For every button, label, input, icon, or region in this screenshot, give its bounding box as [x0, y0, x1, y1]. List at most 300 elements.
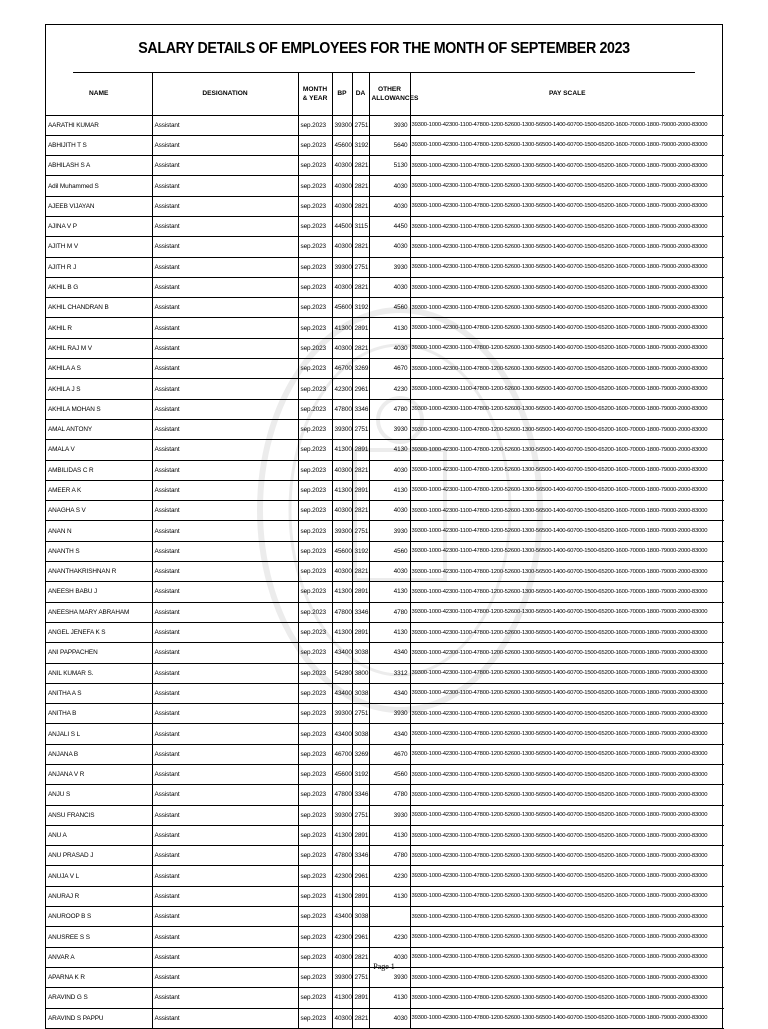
cell-pay-scale: 39300-1000-42300-1100-47800-1200-52600-1300-56500-1400-60700-1500-65200-1600-70000-1800-79000-2000-83000	[410, 805, 724, 825]
cell-other-allowances: 4130	[369, 582, 410, 602]
table-row	[46, 156, 724, 176]
cell-da: 2751	[352, 257, 369, 277]
cell-name: AJINA V P	[46, 216, 152, 236]
cell-da: 3192	[352, 541, 369, 561]
cell-da: 3038	[352, 683, 369, 703]
cell-name: ANURAJ R	[46, 886, 152, 906]
cell-month-year: sep.2023	[298, 825, 332, 845]
cell-pay-scale: 39300-1000-42300-1100-47800-1200-52600-1300-56500-1400-60700-1500-65200-1600-70000-1800-79000-2000-83000	[410, 704, 724, 724]
cell-other-allowances: 3930	[369, 967, 410, 987]
cell-other-allowances: 4030	[369, 501, 410, 521]
table-row	[46, 663, 724, 683]
cell-designation: Assistant	[152, 988, 298, 1008]
cell-name: ANAGHA S V	[46, 501, 152, 521]
cell-da: 2751	[352, 805, 369, 825]
table-row	[46, 683, 724, 703]
cell-month-year: sep.2023	[298, 562, 332, 582]
cell-pay-scale: 39300-1000-42300-1100-47800-1200-52600-1300-56500-1400-60700-1500-65200-1600-70000-1800-79000-2000-83000	[410, 988, 724, 1008]
cell-designation: Assistant	[152, 521, 298, 541]
cell-designation: Assistant	[152, 298, 298, 318]
cell-designation: Assistant	[152, 359, 298, 379]
cell-other-allowances: 4030	[369, 277, 410, 297]
cell-month-year: sep.2023	[298, 785, 332, 805]
cell-bp: 42300	[332, 866, 352, 886]
cell-bp: 43400	[332, 683, 352, 703]
cell-name: AJITH M V	[46, 237, 152, 257]
cell-da: 3269	[352, 744, 369, 764]
cell-pay-scale: 39300-1000-42300-1100-47800-1200-52600-1300-56500-1400-60700-1500-65200-1600-70000-1800-79000-2000-83000	[410, 379, 724, 399]
table-row	[46, 176, 724, 196]
cell-da: 3346	[352, 785, 369, 805]
cell-other-allowances: 4560	[369, 765, 410, 785]
cell-pay-scale: 39300-1000-42300-1100-47800-1200-52600-1300-56500-1400-60700-1500-65200-1600-70000-1800-79000-2000-83000	[410, 866, 724, 886]
table-row	[46, 602, 724, 622]
cell-month-year: sep.2023	[298, 846, 332, 866]
cell-pay-scale: 39300-1000-42300-1100-47800-1200-52600-1300-56500-1400-60700-1500-65200-1600-70000-1800-79000-2000-83000	[410, 156, 724, 176]
cell-bp: 40300	[332, 176, 352, 196]
cell-other-allowances: 4340	[369, 683, 410, 703]
cell-da: 2891	[352, 440, 369, 460]
cell-pay-scale: 39300-1000-42300-1100-47800-1200-52600-1300-56500-1400-60700-1500-65200-1600-70000-1800-79000-2000-83000	[410, 541, 724, 561]
cell-name: ANGEL JENEFA K S	[46, 622, 152, 642]
cell-da: 2961	[352, 866, 369, 886]
table-row	[46, 237, 724, 257]
cell-month-year: sep.2023	[298, 480, 332, 500]
cell-name: ARAVIND S PAPPU	[46, 1008, 152, 1028]
cell-da: 2751	[352, 521, 369, 541]
table-row	[46, 805, 724, 825]
table-row	[46, 501, 724, 521]
cell-other-allowances: 4130	[369, 825, 410, 845]
header-designation: DESIGNATION	[152, 73, 298, 115]
cell-name: ANAN N	[46, 521, 152, 541]
cell-pay-scale: 39300-1000-42300-1100-47800-1200-52600-1300-56500-1400-60700-1500-65200-1600-70000-1800-79000-2000-83000	[410, 440, 724, 460]
table-row	[46, 866, 724, 886]
cell-bp: 47800	[332, 785, 352, 805]
cell-other-allowances: 4030	[369, 562, 410, 582]
cell-designation: Assistant	[152, 156, 298, 176]
cell-designation: Assistant	[152, 237, 298, 257]
cell-da: 2891	[352, 988, 369, 1008]
cell-da: 2821	[352, 176, 369, 196]
cell-da: 3038	[352, 724, 369, 744]
cell-other-allowances: 4780	[369, 602, 410, 622]
table-row	[46, 521, 724, 541]
cell-other-allowances: 4780	[369, 399, 410, 419]
cell-designation: Assistant	[152, 765, 298, 785]
cell-da: 3800	[352, 663, 369, 683]
cell-name: ANJU S	[46, 785, 152, 805]
cell-bp: 45600	[332, 765, 352, 785]
cell-name: ANUROOP B S	[46, 907, 152, 927]
cell-pay-scale: 39300-1000-42300-1100-47800-1200-52600-1300-56500-1400-60700-1500-65200-1600-70000-1800-79000-2000-83000	[410, 724, 724, 744]
cell-name: AMBILIDAS C R	[46, 460, 152, 480]
cell-designation: Assistant	[152, 724, 298, 744]
cell-pay-scale: 39300-1000-42300-1100-47800-1200-52600-1300-56500-1400-60700-1500-65200-1600-70000-1800-79000-2000-83000	[410, 277, 724, 297]
cell-pay-scale: 39300-1000-42300-1100-47800-1200-52600-1300-56500-1400-60700-1500-65200-1600-70000-1800-79000-2000-83000	[410, 967, 724, 987]
cell-bp: 42300	[332, 379, 352, 399]
cell-pay-scale: 39300-1000-42300-1100-47800-1200-52600-1300-56500-1400-60700-1500-65200-1600-70000-1800-79000-2000-83000	[410, 622, 724, 642]
cell-month-year: sep.2023	[298, 440, 332, 460]
header-bp: BP	[332, 73, 352, 115]
cell-bp: 39300	[332, 419, 352, 439]
cell-bp: 40300	[332, 562, 352, 582]
cell-designation: Assistant	[152, 115, 298, 135]
cell-name: Adil Muhammed S	[46, 176, 152, 196]
cell-name: AJEEB VIJAYAN	[46, 196, 152, 216]
cell-other-allowances: 4130	[369, 480, 410, 500]
cell-name: ANVAR A	[46, 947, 152, 967]
cell-bp: 41300	[332, 480, 352, 500]
table-row	[46, 216, 724, 236]
cell-month-year: sep.2023	[298, 907, 332, 927]
table-row	[46, 399, 724, 419]
cell-pay-scale: 39300-1000-42300-1100-47800-1200-52600-1300-56500-1400-60700-1500-65200-1600-70000-1800-79000-2000-83000	[410, 399, 724, 419]
cell-month-year: sep.2023	[298, 237, 332, 257]
header-pay-scale: PAY SCALE	[410, 73, 724, 115]
cell-pay-scale: 39300-1000-42300-1100-47800-1200-52600-1300-56500-1400-60700-1500-65200-1600-70000-1800-79000-2000-83000	[410, 318, 724, 338]
table-row	[46, 744, 724, 764]
cell-other-allowances: 4340	[369, 643, 410, 663]
cell-other-allowances: 4030	[369, 196, 410, 216]
cell-designation: Assistant	[152, 562, 298, 582]
table-row	[46, 886, 724, 906]
cell-designation: Assistant	[152, 663, 298, 683]
cell-pay-scale: 39300-1000-42300-1100-47800-1200-52600-1300-56500-1400-60700-1500-65200-1600-70000-1800-79000-2000-83000	[410, 521, 724, 541]
cell-bp: 40300	[332, 156, 352, 176]
cell-month-year: sep.2023	[298, 460, 332, 480]
cell-pay-scale: 39300-1000-42300-1100-47800-1200-52600-1300-56500-1400-60700-1500-65200-1600-70000-1800-79000-2000-83000	[410, 947, 724, 967]
cell-designation: Assistant	[152, 1008, 298, 1028]
cell-da: 2821	[352, 1008, 369, 1028]
cell-bp: 41300	[332, 582, 352, 602]
table-row	[46, 541, 724, 561]
cell-designation: Assistant	[152, 805, 298, 825]
cell-bp: 41300	[332, 825, 352, 845]
cell-designation: Assistant	[152, 216, 298, 236]
table-row	[46, 622, 724, 642]
table-row	[46, 765, 724, 785]
cell-name: ANUJA V L	[46, 866, 152, 886]
cell-da: 2821	[352, 460, 369, 480]
cell-da: 2821	[352, 156, 369, 176]
cell-bp: 39300	[332, 805, 352, 825]
cell-da: 2821	[352, 338, 369, 358]
cell-name: ANITHA A S	[46, 683, 152, 703]
cell-pay-scale: 39300-1000-42300-1100-47800-1200-52600-1300-56500-1400-60700-1500-65200-1600-70000-1800-79000-2000-83000	[410, 359, 724, 379]
cell-bp: 41300	[332, 440, 352, 460]
cell-designation: Assistant	[152, 886, 298, 906]
cell-month-year: sep.2023	[298, 115, 332, 135]
cell-da: 2961	[352, 927, 369, 947]
cell-da: 3038	[352, 907, 369, 927]
cell-other-allowances: 4030	[369, 460, 410, 480]
cell-name: AMALA V	[46, 440, 152, 460]
table-row	[46, 277, 724, 297]
table-row	[46, 480, 724, 500]
table-row	[46, 298, 724, 318]
cell-designation: Assistant	[152, 846, 298, 866]
cell-bp: 42300	[332, 927, 352, 947]
cell-bp: 44500	[332, 216, 352, 236]
cell-name: AKHILA MOHAN S	[46, 399, 152, 419]
cell-other-allowances: 4230	[369, 379, 410, 399]
cell-designation: Assistant	[152, 257, 298, 277]
cell-pay-scale: 39300-1000-42300-1100-47800-1200-52600-1300-56500-1400-60700-1500-65200-1600-70000-1800-79000-2000-83000	[410, 419, 724, 439]
cell-pay-scale: 39300-1000-42300-1100-47800-1200-52600-1300-56500-1400-60700-1500-65200-1600-70000-1800-79000-2000-83000	[410, 927, 724, 947]
cell-da: 2821	[352, 196, 369, 216]
table-row	[46, 704, 724, 724]
cell-name: AMAL ANTONY	[46, 419, 152, 439]
cell-other-allowances: 4030	[369, 338, 410, 358]
cell-month-year: sep.2023	[298, 927, 332, 947]
cell-bp: 43400	[332, 724, 352, 744]
cell-designation: Assistant	[152, 704, 298, 724]
cell-pay-scale: 39300-1000-42300-1100-47800-1200-52600-1300-56500-1400-60700-1500-65200-1600-70000-1800-79000-2000-83000	[410, 744, 724, 764]
cell-other-allowances: 4560	[369, 298, 410, 318]
cell-pay-scale: 39300-1000-42300-1100-47800-1200-52600-1300-56500-1400-60700-1500-65200-1600-70000-1800-79000-2000-83000	[410, 886, 724, 906]
cell-bp: 47800	[332, 602, 352, 622]
table-row	[46, 825, 724, 845]
cell-designation: Assistant	[152, 501, 298, 521]
cell-designation: Assistant	[152, 480, 298, 500]
cell-da: 2891	[352, 480, 369, 500]
cell-month-year: sep.2023	[298, 379, 332, 399]
cell-other-allowances: 3930	[369, 257, 410, 277]
table-row	[46, 1008, 724, 1028]
cell-name: ANITHA B	[46, 704, 152, 724]
cell-name: ANJANA B	[46, 744, 152, 764]
cell-pay-scale: 39300-1000-42300-1100-47800-1200-52600-1300-56500-1400-60700-1500-65200-1600-70000-1800-79000-2000-83000	[410, 602, 724, 622]
cell-designation: Assistant	[152, 419, 298, 439]
cell-other-allowances: 4780	[369, 846, 410, 866]
cell-designation: Assistant	[152, 602, 298, 622]
cell-month-year: sep.2023	[298, 643, 332, 663]
cell-bp: 40300	[332, 338, 352, 358]
table-row	[46, 907, 724, 927]
cell-bp: 46700	[332, 359, 352, 379]
cell-other-allowances: 4130	[369, 622, 410, 642]
cell-designation: Assistant	[152, 196, 298, 216]
cell-designation: Assistant	[152, 967, 298, 987]
cell-designation: Assistant	[152, 744, 298, 764]
cell-da: 3346	[352, 846, 369, 866]
header-month-year: MONTH & YEAR	[298, 73, 332, 115]
cell-bp: 39300	[332, 967, 352, 987]
cell-designation: Assistant	[152, 825, 298, 845]
cell-name: ANI PAPPACHEN	[46, 643, 152, 663]
cell-other-allowances: 4230	[369, 866, 410, 886]
cell-designation: Assistant	[152, 927, 298, 947]
cell-name: ANEESHA MARY ABRAHAM	[46, 602, 152, 622]
cell-name: ANJALI S L	[46, 724, 152, 744]
cell-other-allowances: 4560	[369, 541, 410, 561]
cell-bp: 40300	[332, 1008, 352, 1028]
cell-bp: 41300	[332, 622, 352, 642]
cell-da: 2821	[352, 947, 369, 967]
cell-pay-scale: 39300-1000-42300-1100-47800-1200-52600-1300-56500-1400-60700-1500-65200-1600-70000-1800-79000-2000-83000	[410, 338, 724, 358]
cell-name: AKHILA A S	[46, 359, 152, 379]
cell-name: ABHILASH S A	[46, 156, 152, 176]
table-row	[46, 643, 724, 663]
cell-da: 2751	[352, 419, 369, 439]
cell-other-allowances: 4230	[369, 927, 410, 947]
cell-pay-scale: 39300-1000-42300-1100-47800-1200-52600-1300-56500-1400-60700-1500-65200-1600-70000-1800-79000-2000-83000	[410, 196, 724, 216]
cell-pay-scale: 39300-1000-42300-1100-47800-1200-52600-1300-56500-1400-60700-1500-65200-1600-70000-1800-79000-2000-83000	[410, 663, 724, 683]
cell-da: 2891	[352, 582, 369, 602]
page-number: Page 1	[373, 962, 395, 971]
cell-month-year: sep.2023	[298, 521, 332, 541]
cell-name: AKHIL RAJ M V	[46, 338, 152, 358]
table-row	[46, 135, 724, 155]
cell-da: 2891	[352, 886, 369, 906]
cell-month-year: sep.2023	[298, 338, 332, 358]
cell-bp: 45600	[332, 135, 352, 155]
cell-month-year: sep.2023	[298, 419, 332, 439]
cell-pay-scale: 39300-1000-42300-1100-47800-1200-52600-1300-56500-1400-60700-1500-65200-1600-70000-1800-79000-2000-83000	[410, 298, 724, 318]
cell-pay-scale: 39300-1000-42300-1100-47800-1200-52600-1300-56500-1400-60700-1500-65200-1600-70000-1800-79000-2000-83000	[410, 683, 724, 703]
cell-other-allowances: 3312	[369, 663, 410, 683]
cell-bp: 41300	[332, 886, 352, 906]
cell-pay-scale: 39300-1000-42300-1100-47800-1200-52600-1300-56500-1400-60700-1500-65200-1600-70000-1800-79000-2000-83000	[410, 1008, 724, 1028]
cell-bp: 45600	[332, 298, 352, 318]
cell-bp: 41300	[332, 988, 352, 1008]
cell-month-year: sep.2023	[298, 704, 332, 724]
cell-designation: Assistant	[152, 643, 298, 663]
cell-bp: 40300	[332, 501, 352, 521]
cell-month-year: sep.2023	[298, 135, 332, 155]
cell-da: 3346	[352, 602, 369, 622]
cell-bp: 45600	[332, 541, 352, 561]
header-da: DA	[352, 73, 369, 115]
cell-month-year: sep.2023	[298, 541, 332, 561]
cell-da: 2891	[352, 825, 369, 845]
table-row	[46, 338, 724, 358]
cell-da: 3346	[352, 399, 369, 419]
cell-pay-scale: 39300-1000-42300-1100-47800-1200-52600-1300-56500-1400-60700-1500-65200-1600-70000-1800-79000-2000-83000	[410, 785, 724, 805]
cell-month-year: sep.2023	[298, 947, 332, 967]
cell-da: 3115	[352, 216, 369, 236]
cell-name: ANUSREE S S	[46, 927, 152, 947]
table-row	[46, 785, 724, 805]
cell-bp: 40300	[332, 947, 352, 967]
cell-bp: 40300	[332, 277, 352, 297]
table-row	[46, 440, 724, 460]
document-title: SALARY DETAILS OF EMPLOYEES FOR THE MONTH OF SEPTEMBER 2023	[73, 25, 695, 73]
cell-designation: Assistant	[152, 318, 298, 338]
cell-month-year: sep.2023	[298, 663, 332, 683]
cell-designation: Assistant	[152, 907, 298, 927]
cell-other-allowances: 4130	[369, 318, 410, 338]
salary-document	[45, 24, 723, 1029]
cell-other-allowances: 4130	[369, 440, 410, 460]
cell-bp: 39300	[332, 704, 352, 724]
cell-da: 2891	[352, 318, 369, 338]
table-row	[46, 196, 724, 216]
cell-month-year: sep.2023	[298, 886, 332, 906]
cell-designation: Assistant	[152, 338, 298, 358]
cell-bp: 43400	[332, 907, 352, 927]
cell-month-year: sep.2023	[298, 765, 332, 785]
cell-other-allowances: 4340	[369, 724, 410, 744]
cell-designation: Assistant	[152, 947, 298, 967]
cell-other-allowances: 4030	[369, 947, 410, 967]
cell-name: ANJANA V R	[46, 765, 152, 785]
cell-bp: 40300	[332, 460, 352, 480]
cell-bp: 47800	[332, 846, 352, 866]
cell-da: 2821	[352, 237, 369, 257]
cell-other-allowances: 3930	[369, 419, 410, 439]
header-name: NAME	[46, 73, 152, 115]
cell-da: 3192	[352, 298, 369, 318]
cell-other-allowances	[369, 907, 410, 927]
cell-month-year: sep.2023	[298, 805, 332, 825]
cell-month-year: sep.2023	[298, 866, 332, 886]
salary-table	[46, 73, 724, 1029]
table-row	[46, 562, 724, 582]
cell-month-year: sep.2023	[298, 622, 332, 642]
table-row	[46, 724, 724, 744]
cell-other-allowances: 4670	[369, 359, 410, 379]
table-row	[46, 359, 724, 379]
cell-designation: Assistant	[152, 785, 298, 805]
cell-other-allowances: 4130	[369, 886, 410, 906]
table-row	[46, 257, 724, 277]
cell-pay-scale: 39300-1000-42300-1100-47800-1200-52600-1300-56500-1400-60700-1500-65200-1600-70000-1800-79000-2000-83000	[410, 846, 724, 866]
cell-month-year: sep.2023	[298, 683, 332, 703]
cell-name: AKHIL CHANDRAN B	[46, 298, 152, 318]
cell-name: AKHIL B G	[46, 277, 152, 297]
cell-month-year: sep.2023	[298, 176, 332, 196]
cell-pay-scale: 39300-1000-42300-1100-47800-1200-52600-1300-56500-1400-60700-1500-65200-1600-70000-1800-79000-2000-83000	[410, 176, 724, 196]
cell-bp: 46700	[332, 744, 352, 764]
cell-da: 2821	[352, 277, 369, 297]
cell-other-allowances: 3930	[369, 115, 410, 135]
cell-bp: 39300	[332, 257, 352, 277]
cell-month-year: sep.2023	[298, 582, 332, 602]
table-row	[46, 318, 724, 338]
cell-designation: Assistant	[152, 582, 298, 602]
cell-da: 3038	[352, 643, 369, 663]
cell-bp: 41300	[332, 318, 352, 338]
cell-other-allowances: 4780	[369, 785, 410, 805]
cell-pay-scale: 39300-1000-42300-1100-47800-1200-52600-1300-56500-1400-60700-1500-65200-1600-70000-1800-79000-2000-83000	[410, 907, 724, 927]
cell-name: ANANTH S	[46, 541, 152, 561]
cell-name: ANU A	[46, 825, 152, 845]
cell-bp: 40300	[332, 196, 352, 216]
cell-month-year: sep.2023	[298, 724, 332, 744]
cell-pay-scale: 39300-1000-42300-1100-47800-1200-52600-1300-56500-1400-60700-1500-65200-1600-70000-1800-79000-2000-83000	[410, 115, 724, 135]
cell-name: ANIL KUMAR S.	[46, 663, 152, 683]
cell-bp: 54280	[332, 663, 352, 683]
table-row	[46, 846, 724, 866]
cell-month-year: sep.2023	[298, 744, 332, 764]
cell-other-allowances: 5640	[369, 135, 410, 155]
cell-bp: 40300	[332, 237, 352, 257]
cell-pay-scale: 39300-1000-42300-1100-47800-1200-52600-1300-56500-1400-60700-1500-65200-1600-70000-1800-79000-2000-83000	[410, 643, 724, 663]
cell-pay-scale: 39300-1000-42300-1100-47800-1200-52600-1300-56500-1400-60700-1500-65200-1600-70000-1800-79000-2000-83000	[410, 460, 724, 480]
cell-name: ABHIJITH T S	[46, 135, 152, 155]
cell-designation: Assistant	[152, 541, 298, 561]
cell-designation: Assistant	[152, 135, 298, 155]
cell-designation: Assistant	[152, 683, 298, 703]
cell-name: AMEER A K	[46, 480, 152, 500]
cell-name: APARNA K R	[46, 967, 152, 987]
table-row	[46, 379, 724, 399]
cell-pay-scale: 39300-1000-42300-1100-47800-1200-52600-1300-56500-1400-60700-1500-65200-1600-70000-1800-79000-2000-83000	[410, 501, 724, 521]
cell-month-year: sep.2023	[298, 602, 332, 622]
cell-name: AJITH R J	[46, 257, 152, 277]
